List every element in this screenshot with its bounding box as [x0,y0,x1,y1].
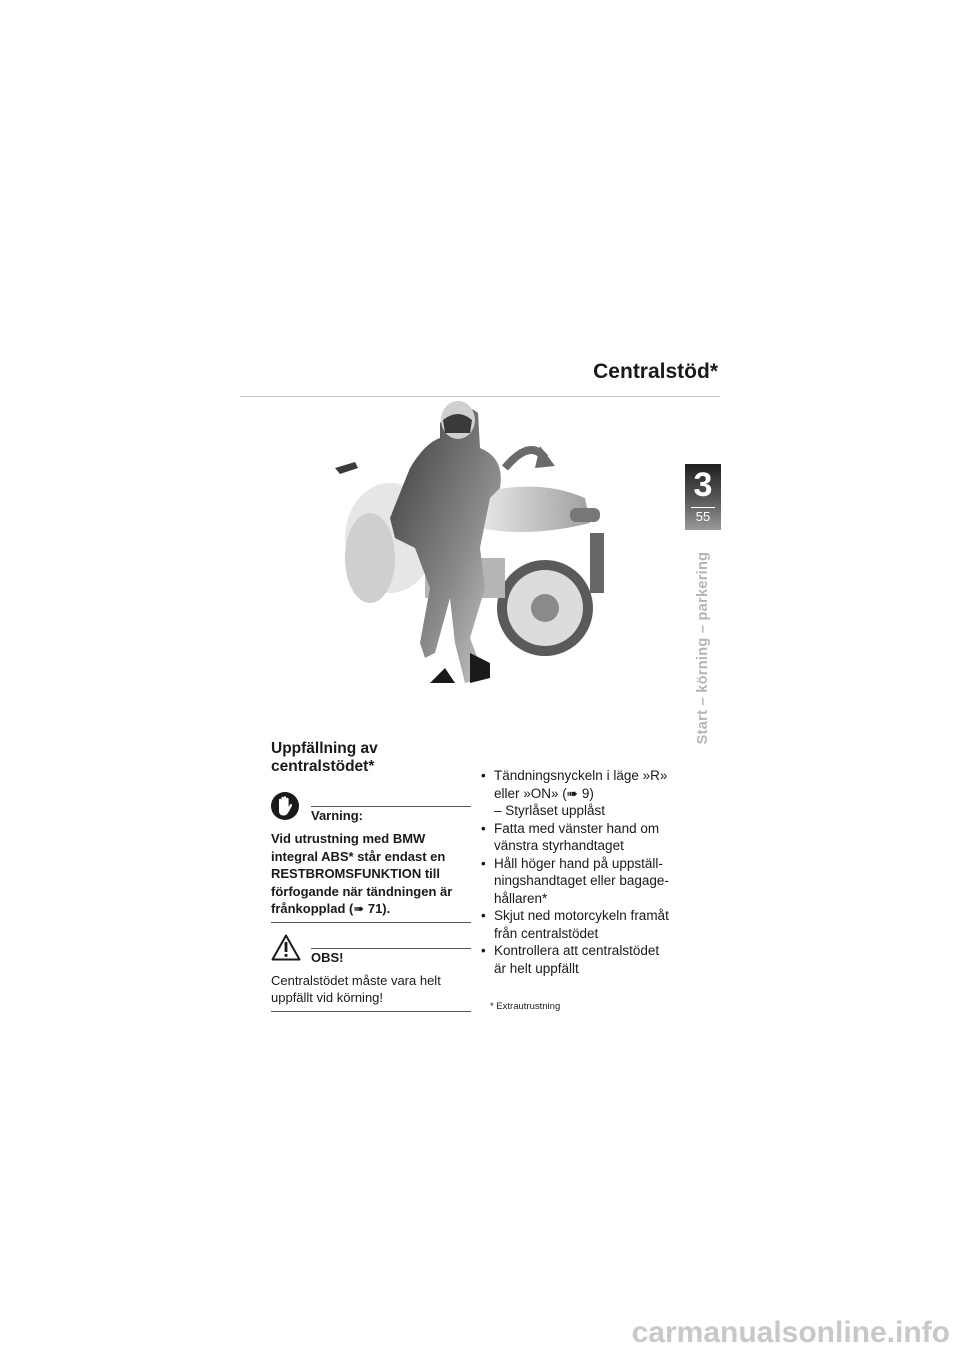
step-item-continuation: från centralstödet [494,925,599,941]
step-item-continuation: eller »ON» (➠ 9) [494,785,594,801]
step-item: • Skjut ned motorcykeln framåt [481,907,691,925]
right-column [481,767,691,1012]
warning-label: Varning: [311,808,364,823]
chapter-separator [691,507,715,508]
obs-box [271,948,471,1012]
warning-line: frånkopplad (➠ 71). [271,901,391,916]
title-divider [240,396,720,397]
obs-text [271,972,471,1007]
obs-bottom-rule [271,1011,471,1012]
section-heading [271,740,471,776]
chapter-side-label: Start – körning – parkering [695,551,711,745]
footnote: * Extrautrustning [490,1001,561,1012]
warning-line: integral ABS* står endast en [271,848,446,864]
step-subitem: – Styrlåset upplåst [494,803,606,818]
chapter-number: 3 [693,466,713,504]
warning-triangle-icon [271,934,301,961]
step-list [481,767,691,977]
warning-box [271,806,471,923]
warning-header [271,806,471,826]
section-heading-line2: centralstödet* [271,758,375,775]
section-heading-line1: Uppfällning av [271,740,378,757]
warning-line: Vid utrustning med BMW [271,831,426,846]
step-item: • Fatta med vänster hand om [481,820,691,838]
step-item: • Kontrollera att centralstödet [481,942,691,960]
chapter-tab [685,464,721,530]
left-column [271,740,471,1012]
warning-bottom-rule [271,922,471,923]
warning-line: RESTBROMSFUNKTION till [271,866,440,881]
warning-line: förfogande när tändningen är [271,883,453,899]
page-number: 55 [695,509,711,524]
stop-hand-icon [271,792,299,820]
watermark: carmanualsonline.info [631,1316,950,1349]
step-item: • Tändningsnyckeln i läge »R» [481,767,691,785]
obs-label: OBS! [311,949,344,965]
step-item-continuation: vänstra styrhandtaget [494,838,624,853]
warning-text [271,830,471,918]
motorcycle-stand-illustration [330,398,630,688]
step-item: • Håll höger hand på uppställ- [481,855,691,873]
step-item-continuation: är helt uppfällt [494,960,579,976]
step-item-continuation: hållaren* [494,890,548,906]
page-title: Centralstöd* [593,360,718,383]
obs-header [271,948,471,968]
obs-line: Centralstödet måste vara helt [271,972,441,988]
obs-line: uppfällt vid körning! [271,990,384,1005]
step-item-continuation: ningshandtaget eller bagage- [494,873,669,888]
